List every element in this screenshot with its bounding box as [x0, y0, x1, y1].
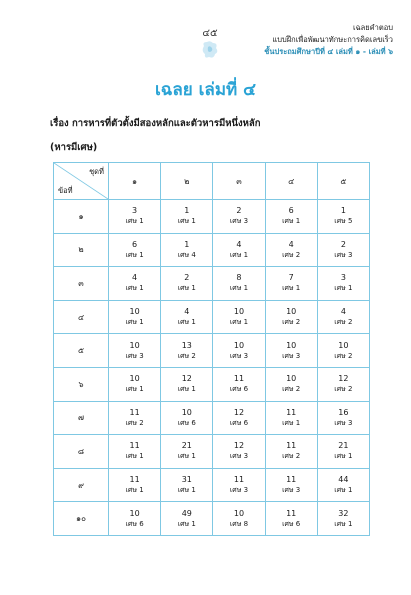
answer-cell [161, 300, 213, 334]
remainder-text [161, 351, 212, 362]
answer-cell [317, 435, 369, 469]
remainder-label: เศษ [229, 452, 242, 461]
quotient-value: 21 [338, 441, 349, 451]
remainder-label: เศษ [125, 250, 137, 259]
page-number: ๔๕ [202, 28, 218, 39]
remainder-value: 1 [139, 217, 144, 226]
header-block [264, 22, 393, 58]
remainder-label: เศษ [282, 385, 294, 394]
remainder-value: 1 [347, 519, 353, 528]
row-label: ๔ [54, 300, 109, 334]
remainder-text [161, 485, 212, 496]
answer-cell [161, 267, 213, 301]
answer-cell [213, 300, 265, 334]
quotient-value: 11 [129, 407, 140, 417]
answer-cell [213, 468, 265, 502]
header-line-3: ชั้นประถมศึกษาปีที่ ๔ เล่มที่ ๑ - เล่มที่ ๖ [264, 47, 393, 56]
answer-cell [213, 267, 265, 301]
table-row [54, 200, 370, 234]
remainder-value: 3 [295, 351, 301, 360]
answer-cell [109, 468, 161, 502]
answer-cell [317, 367, 369, 401]
remainder-text [161, 283, 212, 294]
quotient-value: 2 [340, 239, 346, 249]
table-corner-cell [54, 163, 109, 200]
remainder-label: เศษ [125, 452, 137, 461]
quotient-value: 10 [129, 508, 140, 518]
remainder-text [318, 216, 369, 227]
remainder-value: 1 [139, 284, 144, 293]
quotient-value: 10 [233, 508, 245, 518]
remainder-label: เศษ [282, 250, 294, 259]
answer-cell [109, 435, 161, 469]
remainder-text [318, 485, 369, 496]
quotient-value: 16 [338, 407, 349, 417]
remainder-text [266, 351, 317, 362]
remainder-label: เศษ [125, 351, 137, 360]
remainder-text [318, 451, 369, 462]
row-label: ๗ [54, 401, 109, 435]
remainder-value: 3 [243, 351, 249, 360]
answer-cell [317, 502, 369, 536]
remainder-value: 1 [191, 452, 196, 461]
quotient-value: 12 [181, 374, 192, 384]
remainder-value: 3 [243, 452, 249, 461]
remainder-label: เศษ [125, 284, 137, 293]
remainder-value: 2 [295, 318, 301, 327]
row-label: ๖ [54, 367, 109, 401]
answer-cell [109, 367, 161, 401]
table-row [54, 334, 370, 368]
quotient-value: 11 [129, 475, 140, 485]
answer-cell [161, 334, 213, 368]
remainder-text [213, 283, 264, 294]
remainder-value: 2 [347, 351, 353, 360]
answer-cell [213, 502, 265, 536]
quotient-value: 1 [340, 206, 346, 216]
quotient-value: 2 [184, 273, 190, 283]
quotient-value: 11 [233, 475, 245, 485]
remainder-label: เศษ [229, 486, 242, 495]
answer-cell [109, 300, 161, 334]
answer-cell [161, 435, 213, 469]
remainder-value: 4 [191, 250, 196, 259]
remainder-value: 1 [191, 486, 196, 495]
remainder-value: 1 [347, 452, 353, 461]
remainder-text [161, 250, 212, 261]
remainder-text [318, 317, 369, 328]
remainder-value: 2 [191, 351, 196, 360]
remainder-label: เศษ [229, 385, 242, 394]
answer-cell [161, 233, 213, 267]
quotient-value: 10 [129, 374, 140, 384]
remainder-text [109, 451, 160, 462]
quotient-value: 10 [181, 407, 192, 417]
corner-label-set: ชุดที่ [89, 167, 104, 176]
remainder-text [266, 384, 317, 395]
remainder-label: เศษ [177, 318, 190, 327]
corner-label-item: ข้อที่ [58, 186, 73, 195]
table-row [54, 401, 370, 435]
table-row [54, 367, 370, 401]
remainder-value: 3 [243, 217, 249, 226]
remainder-text [213, 418, 264, 429]
answer-cell [161, 401, 213, 435]
answer-cell [109, 502, 161, 536]
row-label: ๘ [54, 435, 109, 469]
row-label: ๑ [54, 200, 109, 234]
row-label: ๓ [54, 267, 109, 301]
table-row [54, 267, 370, 301]
remainder-value: 6 [139, 519, 144, 528]
remainder-value: 3 [347, 250, 353, 259]
remainder-value: 1 [243, 250, 249, 259]
remainder-value: 8 [243, 519, 249, 528]
remainder-text [213, 519, 264, 530]
quotient-value: 4 [184, 307, 190, 317]
quotient-value: 44 [338, 475, 349, 485]
remainder-value: 1 [191, 284, 196, 293]
header-line-1: เฉลยคำตอบ [352, 23, 393, 32]
remainder-value: 3 [243, 486, 249, 495]
remainder-label: เศษ [282, 486, 294, 495]
answer-cell [109, 267, 161, 301]
remainder-text [266, 519, 317, 530]
remainder-label: เศษ [177, 519, 190, 528]
remainder-text [266, 485, 317, 496]
remainder-text [266, 451, 317, 462]
remainder-value: 3 [295, 486, 301, 495]
remainder-value: 1 [243, 318, 249, 327]
remainder-value: 2 [295, 385, 301, 394]
remainder-text [161, 519, 212, 530]
remainder-label: เศษ [334, 519, 346, 528]
remainder-label: เศษ [177, 284, 190, 293]
quotient-value: 8 [236, 273, 242, 283]
quotient-value: 21 [181, 441, 192, 451]
answer-cell [213, 435, 265, 469]
quotient-value: 31 [181, 475, 192, 485]
answer-cell [265, 334, 317, 368]
quotient-value: 4 [288, 239, 294, 249]
quotient-value: 6 [288, 206, 294, 216]
remainder-label: เศษ [177, 351, 190, 360]
remainder-label: เศษ [282, 519, 294, 528]
topic-subtitle: เรื่อง การหารที่ตัวตั้งมีสองหลักและตัวหารมีหนึ่งหลัก [50, 118, 261, 129]
quotient-value: 32 [338, 508, 349, 518]
answer-cell [109, 233, 161, 267]
answer-cell [265, 300, 317, 334]
quotient-value: 10 [286, 307, 297, 317]
quotient-value: 3 [132, 206, 138, 216]
quotient-value: 6 [132, 239, 138, 249]
table-row [54, 300, 370, 334]
row-label: ๙ [54, 468, 109, 502]
remainder-text [318, 351, 369, 362]
remainder-label: เศษ [125, 318, 137, 327]
remainder-label: เศษ [177, 452, 190, 461]
remainder-label: เศษ [334, 452, 346, 461]
remainder-label: เศษ [334, 318, 346, 327]
answer-table [53, 162, 370, 536]
answer-cell [265, 367, 317, 401]
remainder-label: เศษ [229, 519, 242, 528]
quotient-value: 4 [340, 307, 346, 317]
remainder-text [266, 418, 317, 429]
answer-cell [317, 334, 369, 368]
remainder-text [161, 418, 212, 429]
remainder-text [109, 519, 160, 530]
answer-cell [213, 200, 265, 234]
header-line-2: แบบฝึกเพื่อพัฒนาทักษะการคิดเลขเร็ว [272, 35, 393, 44]
remainder-text [213, 485, 264, 496]
row-label: ๑๐ [54, 502, 109, 536]
remainder-value: 1 [191, 217, 196, 226]
remainder-value: 1 [295, 418, 301, 427]
remainder-label: เศษ [125, 519, 137, 528]
quotient-value: 11 [286, 475, 297, 485]
remainder-value: 1 [191, 318, 196, 327]
remainder-text [266, 250, 317, 261]
remainder-value: 2 [295, 250, 301, 259]
quotient-value: 13 [181, 340, 192, 350]
remainder-text [266, 317, 317, 328]
remainder-label: เศษ [334, 385, 346, 394]
remainder-label: เศษ [334, 351, 346, 360]
remainder-label: เศษ [125, 217, 137, 226]
remainder-text [109, 250, 160, 261]
remainder-text [161, 317, 212, 328]
remainder-label: เศษ [177, 418, 190, 427]
remainder-label: เศษ [229, 418, 242, 427]
remainder-text [109, 317, 160, 328]
quotient-value: 12 [233, 441, 245, 451]
quotient-value: 7 [288, 273, 294, 283]
answer-cell [213, 233, 265, 267]
remainder-label: เศษ [282, 217, 294, 226]
answer-cell [213, 401, 265, 435]
quotient-value: 11 [286, 441, 297, 451]
quotient-value: 11 [286, 407, 297, 417]
answer-cell [265, 233, 317, 267]
decorative-blob-icon [200, 40, 220, 62]
remainder-text [266, 283, 317, 294]
answer-cell [109, 200, 161, 234]
answer-cell [161, 502, 213, 536]
remainder-text [213, 216, 264, 227]
answer-cell [317, 300, 369, 334]
answer-cell [109, 401, 161, 435]
answer-cell [213, 367, 265, 401]
remainder-text [318, 283, 369, 294]
remainder-label: เศษ [334, 486, 346, 495]
remainder-value: 3 [347, 418, 353, 427]
row-label: ๕ [54, 334, 109, 368]
remainder-text [109, 418, 160, 429]
remainder-text [213, 351, 264, 362]
topic-subtitle-note: (หารมีเศษ) [50, 142, 98, 153]
remainder-label: เศษ [334, 284, 346, 293]
page-title: เฉลย เล่มที่ ๔ [154, 80, 257, 100]
column-header: ๑ [109, 163, 161, 200]
answer-cell [317, 200, 369, 234]
remainder-label: เศษ [282, 318, 294, 327]
remainder-text [161, 451, 212, 462]
remainder-value: 1 [191, 385, 196, 394]
answer-cell [265, 200, 317, 234]
table-header-row [54, 163, 370, 200]
remainder-label: เศษ [334, 418, 346, 427]
remainder-label: เศษ [334, 250, 346, 259]
remainder-value: 1 [139, 452, 144, 461]
remainder-text [318, 384, 369, 395]
remainder-value: 2 [295, 452, 301, 461]
remainder-value: 1 [295, 284, 301, 293]
quotient-value: 11 [233, 374, 245, 384]
remainder-text [213, 384, 264, 395]
answer-cell [161, 367, 213, 401]
column-header: ๕ [317, 163, 369, 200]
remainder-value: 3 [139, 351, 144, 360]
remainder-label: เศษ [177, 250, 190, 259]
column-header: ๒ [161, 163, 213, 200]
remainder-label: เศษ [229, 217, 242, 226]
quotient-value: 10 [129, 307, 140, 317]
answer-cell [265, 502, 317, 536]
quotient-value: 3 [340, 273, 346, 283]
quotient-value: 12 [233, 407, 245, 417]
quotient-value: 10 [286, 340, 297, 350]
quotient-value: 10 [233, 307, 245, 317]
quotient-value: 49 [181, 508, 192, 518]
answer-cell [161, 468, 213, 502]
quotient-value: 4 [132, 273, 138, 283]
remainder-text [266, 216, 317, 227]
remainder-value: 6 [295, 519, 301, 528]
remainder-text [318, 250, 369, 261]
quotient-value: 11 [286, 508, 297, 518]
remainder-value: 1 [139, 318, 144, 327]
remainder-value: 1 [139, 385, 144, 394]
remainder-value: 1 [347, 284, 353, 293]
quotient-value: 10 [129, 340, 140, 350]
answer-cell [109, 334, 161, 368]
remainder-value: 1 [139, 486, 144, 495]
answer-cell [265, 401, 317, 435]
answer-cell [265, 267, 317, 301]
remainder-label: เศษ [125, 418, 137, 427]
remainder-text [213, 451, 264, 462]
quotient-value: 11 [129, 441, 140, 451]
remainder-text [109, 384, 160, 395]
remainder-text [213, 250, 264, 261]
remainder-text [109, 283, 160, 294]
remainder-text [109, 351, 160, 362]
remainder-value: 5 [347, 217, 353, 226]
remainder-text [161, 384, 212, 395]
quotient-value: 12 [338, 374, 349, 384]
quotient-value: 1 [184, 206, 190, 216]
remainder-label: เศษ [282, 418, 294, 427]
table-row [54, 233, 370, 267]
remainder-label: เศษ [125, 486, 137, 495]
remainder-text [109, 485, 160, 496]
remainder-value: 6 [191, 418, 196, 427]
remainder-label: เศษ [229, 318, 242, 327]
remainder-value: 2 [139, 418, 144, 427]
answer-cell [265, 435, 317, 469]
answer-cell [317, 233, 369, 267]
remainder-text [318, 418, 369, 429]
remainder-label: เศษ [177, 217, 190, 226]
column-header: ๔ [265, 163, 317, 200]
remainder-value: 2 [347, 385, 353, 394]
remainder-value: 1 [295, 217, 301, 226]
remainder-value: 1 [139, 250, 144, 259]
remainder-label: เศษ [282, 351, 294, 360]
remainder-label: เศษ [229, 284, 242, 293]
answer-cell [213, 334, 265, 368]
remainder-label: เศษ [334, 217, 346, 226]
remainder-label: เศษ [229, 351, 242, 360]
quotient-value: 10 [286, 374, 297, 384]
answer-cell [317, 267, 369, 301]
quotient-value: 4 [236, 239, 242, 249]
remainder-label: เศษ [282, 452, 294, 461]
remainder-text [213, 317, 264, 328]
remainder-text [161, 216, 212, 227]
remainder-label: เศษ [229, 250, 242, 259]
remainder-value: 1 [347, 486, 353, 495]
remainder-label: เศษ [282, 284, 294, 293]
remainder-text [318, 519, 369, 530]
remainder-label: เศษ [177, 486, 190, 495]
quotient-value: 1 [184, 239, 190, 249]
remainder-value: 6 [243, 385, 249, 394]
quotient-value: 10 [233, 340, 245, 350]
answer-cell [161, 200, 213, 234]
remainder-value: 1 [191, 519, 196, 528]
remainder-value: 6 [243, 418, 249, 427]
answer-cell [265, 468, 317, 502]
table-row [54, 435, 370, 469]
quotient-value: 2 [236, 206, 242, 216]
quotient-value: 10 [338, 340, 349, 350]
remainder-value: 2 [347, 318, 353, 327]
row-label: ๒ [54, 233, 109, 267]
table-row [54, 468, 370, 502]
remainder-label: เศษ [125, 385, 137, 394]
remainder-label: เศษ [177, 385, 190, 394]
table-row [54, 502, 370, 536]
column-header: ๓ [213, 163, 265, 200]
remainder-text [109, 216, 160, 227]
remainder-value: 1 [243, 284, 249, 293]
answer-cell [317, 401, 369, 435]
answer-cell [317, 468, 369, 502]
